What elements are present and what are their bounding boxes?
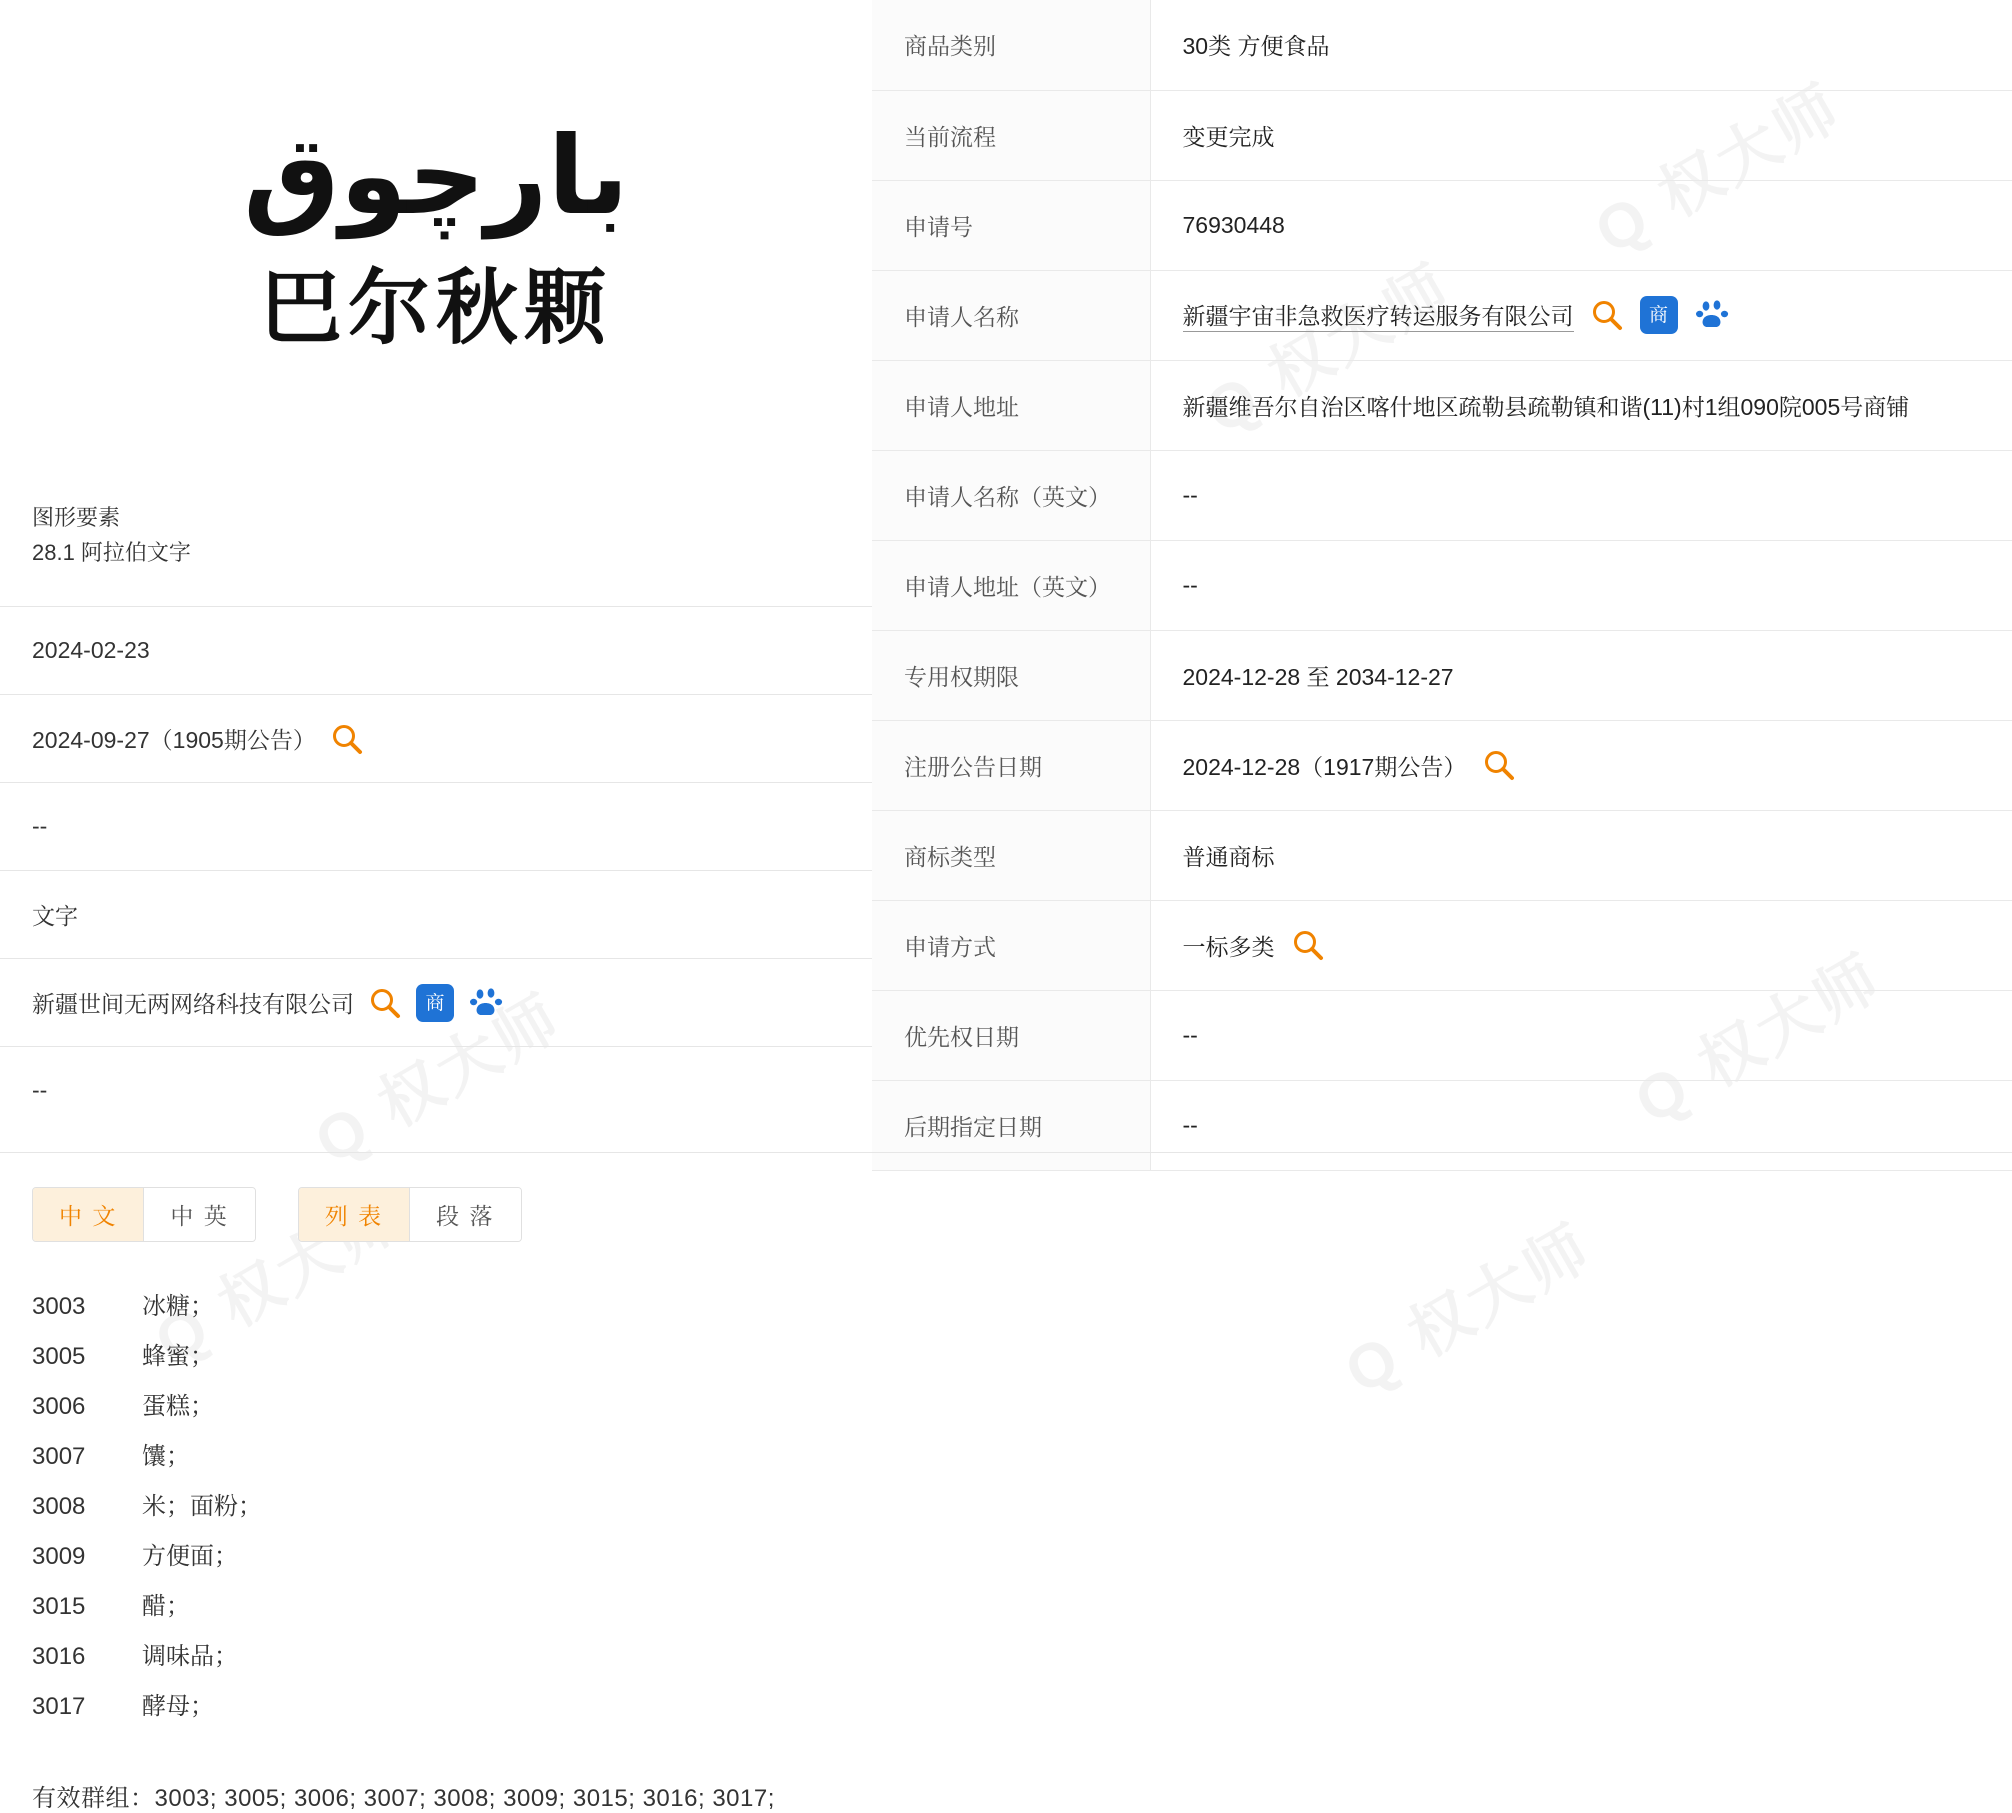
table-row (872, 540, 2012, 630)
goods-name: 蛋糕； (142, 1393, 214, 1420)
row-value: -- (1150, 1080, 2012, 1170)
row-value-applicant (1150, 270, 2012, 360)
logo-arabic-text: بارچوق (243, 113, 629, 239)
tab-paragraph-view[interactable]: 段 落 (409, 1188, 520, 1241)
goods-code: 3016 (32, 1643, 86, 1670)
language-tab-group (32, 1187, 256, 1242)
tab-list-view[interactable]: 列 表 (299, 1188, 409, 1241)
tab-chinese[interactable]: 中 文 (33, 1188, 143, 1241)
row-value: 普通商标 (1150, 810, 2012, 900)
right-column (872, 0, 2012, 1171)
left-row-value: 2024-02-23 (32, 637, 150, 664)
row-label: 后期指定日期 (872, 1080, 1150, 1170)
row-value: -- (1150, 540, 2012, 630)
left-row-dash-2 (0, 1046, 872, 1134)
left-row-dash-1 (0, 782, 872, 870)
row-value: 76930448 (1150, 180, 2012, 270)
search-icon[interactable] (1482, 748, 1516, 782)
goods-name: 冰糖； (142, 1293, 214, 1320)
agent-company-name[interactable]: 新疆世间无两网络科技有限公司 (32, 991, 354, 1018)
goods-code: 3006 (32, 1393, 86, 1420)
row-label: 注册公告日期 (872, 720, 1150, 810)
valid-groups-value: 3003; 3005; 3006; 3007; 3008; 3009; 3015; 3016; 3017; (154, 1785, 775, 1812)
row-value-text: 一标多类 (1182, 933, 1275, 960)
left-row-value: -- (32, 1077, 48, 1104)
left-column (0, 0, 872, 1171)
row-label: 申请人地址（英文） (872, 540, 1150, 630)
row-value-text: 2024-12-28（1917期公告） (1182, 753, 1467, 780)
row-value-application-method (1150, 900, 2012, 990)
search-icon[interactable] (330, 722, 364, 756)
applicant-name-link[interactable]: 新疆宇宙非急救医疗转运服务有限公司 (1183, 298, 1574, 332)
goods-tabs (32, 1187, 1980, 1242)
valid-groups-line (32, 1778, 1980, 1813)
list-item (32, 1332, 1980, 1382)
row-value: 2024-12-28 至 2034-12-27 (1150, 630, 2012, 720)
goods-name: 馕； (142, 1443, 190, 1470)
row-label: 商品类别 (872, 0, 1150, 90)
goods-name: 方便面； (142, 1543, 238, 1570)
table-row (872, 990, 2012, 1080)
goods-code: 3009 (32, 1543, 86, 1570)
left-row-value: -- (32, 813, 48, 840)
baidu-badge-icon[interactable] (1694, 296, 1732, 334)
left-row-application-date (0, 606, 872, 694)
row-label: 申请人名称（英文） (872, 450, 1150, 540)
left-row-value: 2024-09-27（1905期公告） (32, 727, 316, 754)
valid-groups-label: 有效群组： (32, 1785, 155, 1812)
row-value: -- (1150, 450, 2012, 540)
figure-element-block (0, 500, 872, 570)
row-label: 专用权期限 (872, 630, 1150, 720)
goods-name: 米；面粉； (142, 1493, 262, 1520)
table-row (872, 90, 2012, 180)
table-row (872, 810, 2012, 900)
goods-name: 酵母； (142, 1693, 214, 1720)
left-row-agent-company (0, 958, 872, 1046)
list-item (32, 1282, 1980, 1332)
goods-code: 3007 (32, 1443, 86, 1470)
list-item (32, 1482, 1980, 1532)
list-item (32, 1382, 1980, 1432)
row-value: 新疆维吾尔自治区喀什地区疏勒县疏勒镇和谐(11)村1组090院005号商铺 (1150, 360, 2012, 450)
goods-code: 3008 (32, 1493, 86, 1520)
left-row-first-announcement (0, 694, 872, 782)
table-row (872, 360, 2012, 450)
row-label: 当前流程 (872, 90, 1150, 180)
row-value-status: 变更完成 (1150, 90, 2012, 180)
table-row (872, 900, 2012, 990)
table-row (872, 720, 2012, 810)
goods-name: 调味品； (142, 1643, 238, 1670)
row-label: 申请人地址 (872, 360, 1150, 450)
view-tab-group (298, 1187, 522, 1242)
list-item (32, 1682, 1980, 1732)
row-label: 优先权日期 (872, 990, 1150, 1080)
tab-chinese-english[interactable]: 中 英 (143, 1188, 254, 1241)
search-icon[interactable] (368, 986, 402, 1020)
baidu-badge-icon[interactable] (468, 984, 506, 1022)
list-item (32, 1582, 1980, 1632)
row-value: -- (1150, 990, 2012, 1080)
table-row (872, 0, 2012, 90)
trademark-info-table (872, 0, 2012, 1171)
goods-code: 3003 (32, 1293, 86, 1320)
left-row-trademark-form (0, 870, 872, 958)
logo-chinese-text: 巴尔秋颗 (259, 261, 612, 357)
table-row (872, 180, 2012, 270)
figure-element-label: 图形要素 (32, 505, 121, 530)
table-row (872, 270, 2012, 360)
shop-badge-icon[interactable]: 商 (1640, 296, 1678, 334)
goods-list (32, 1282, 1980, 1732)
shop-badge-icon[interactable]: 商 (416, 984, 454, 1022)
row-label: 商标类型 (872, 810, 1150, 900)
table-row (872, 630, 2012, 720)
list-item (32, 1432, 1980, 1482)
left-row-value: 文字 (32, 903, 78, 930)
row-value: 30类 方便食品 (1150, 0, 2012, 90)
goods-code: 3015 (32, 1593, 86, 1620)
goods-name: 蜂蜜； (142, 1343, 214, 1370)
goods-code: 3005 (32, 1343, 86, 1370)
goods-code: 3017 (32, 1693, 86, 1720)
list-item (32, 1632, 1980, 1682)
figure-element-value: 28.1 阿拉伯文字 (32, 540, 191, 566)
goods-panel (0, 1152, 2012, 1813)
list-item (32, 1532, 1980, 1582)
search-icon[interactable] (1291, 928, 1325, 962)
goods-name: 醋； (142, 1593, 190, 1620)
row-label: 申请号 (872, 180, 1150, 270)
table-row (872, 450, 2012, 540)
row-value-registration-announcement (1150, 720, 2012, 810)
row-label: 申请人名称 (872, 270, 1150, 360)
search-icon[interactable] (1590, 298, 1624, 332)
trademark-logo (0, 0, 872, 500)
row-label: 申请方式 (872, 900, 1150, 990)
